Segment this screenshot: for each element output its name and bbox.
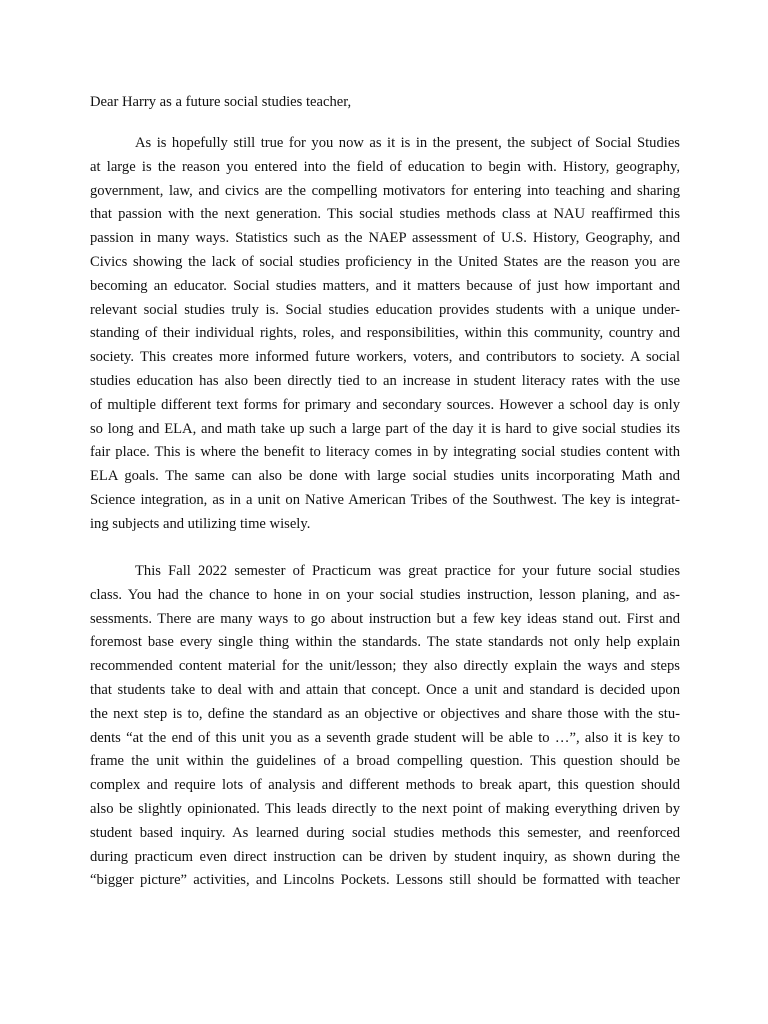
paragraph-line: of multiple different text forms for primary and secondary sources. However a school day is only bbox=[90, 396, 680, 413]
paragraph-line: “bigger picture” activities, and Lincolns Pockets. Lessons still should be formatted with teacher bbox=[90, 872, 680, 889]
paragraph-line: recommended content material for the unit/lesson; they also directly explain the ways and steps bbox=[90, 658, 680, 675]
paragraph-line: This Fall 2022 semester of Practicum was great practice for your future social studies bbox=[135, 563, 680, 579]
paragraph-line: that students take to deal with and attain that concept. Once a unit and standard is decided upon bbox=[90, 681, 680, 698]
paragraph-line: relevant social studies truly is. Social studies education provides students with a unique under- bbox=[90, 301, 680, 318]
paragraph-line: the next step is to, define the standard as an objective or objectives and share those with the stu- bbox=[90, 705, 680, 722]
paragraph-line: so long and ELA, and math take up such a large part of the day it is hard to give social studies its bbox=[90, 420, 680, 437]
paragraph-line: student based inquiry. As learned during social studies methods this semester, and reenforced bbox=[90, 824, 680, 841]
paragraph-line: standing of their individual rights, roles, and responsibilities, within this community, country and bbox=[90, 325, 680, 342]
paragraph-line: ELA goals. The same can also be done with large social studies units incorporating Math and bbox=[90, 468, 680, 485]
paragraph-line: society. This creates more informed future workers, voters, and contributors to society. A social bbox=[90, 349, 680, 366]
paragraph-line: at large is the reason you entered into the field of education to begin with. History, geography, bbox=[90, 158, 680, 175]
paragraph-1 bbox=[90, 132, 680, 537]
paragraph-line: becoming an educator. Social studies matters, and it matters because of just how important and bbox=[90, 277, 680, 294]
paragraph-line: that passion with the next generation. This social studies methods class at NAU reaffirmed this bbox=[90, 206, 680, 223]
paragraph-line: government, law, and civics are the compelling motivators for entering into teaching and sharing bbox=[90, 182, 680, 199]
paragraph-line: frame the unit within the guidelines of a broad compelling question. This question should be bbox=[90, 753, 680, 770]
paragraph-line: also be slightly opinionated. This leads directly to the next point of making everything driven by bbox=[90, 800, 680, 817]
paragraph-line: during practicum even direct instruction can be driven by student inquiry, as shown during the bbox=[90, 848, 680, 865]
salutation-line: Dear Harry as a future social studies teacher, bbox=[90, 94, 352, 110]
paragraph-line: complex and require lots of analysis and different methods to break apart, this question should bbox=[90, 777, 680, 794]
paragraph-line: fair place. This is where the benefit to literacy comes in by integrating social studies content with bbox=[90, 444, 680, 461]
paragraph-line: ing subjects and utilizing time wisely. bbox=[90, 515, 311, 532]
paragraph-line: sessments. There are many ways to go about instruction but a few key ideas stand out. First and bbox=[90, 610, 680, 627]
paragraph-line: class. You had the chance to hone in on your social studies instruction, lesson planing, and as- bbox=[90, 586, 680, 603]
paragraph-line: Science integration, as in a unit on Native American Tribes of the Southwest. The key is integrat- bbox=[90, 491, 680, 508]
paragraph-line: passion in many ways. Statistics such as the NAEP assessment of U.S. History, Geography, and bbox=[90, 230, 680, 247]
paragraph-line: foremost base every single thing within the standards. The state standards not only help explain bbox=[90, 634, 680, 651]
paragraph-line: dents “at the end of this unit you as a seventh grade student will be able to …”, also it is key to bbox=[90, 729, 680, 746]
paragraph-2 bbox=[90, 560, 680, 893]
paragraph-line: Civics showing the lack of social studies proficiency in the United States are the reason you are bbox=[90, 253, 680, 270]
paragraph-line: As is hopefully still true for you now as it is in the present, the subject of Social Studies bbox=[135, 135, 680, 151]
paragraph-line: studies education has also been directly tied to an increase in student literacy rates with the use bbox=[90, 372, 680, 389]
salutation bbox=[90, 91, 680, 115]
